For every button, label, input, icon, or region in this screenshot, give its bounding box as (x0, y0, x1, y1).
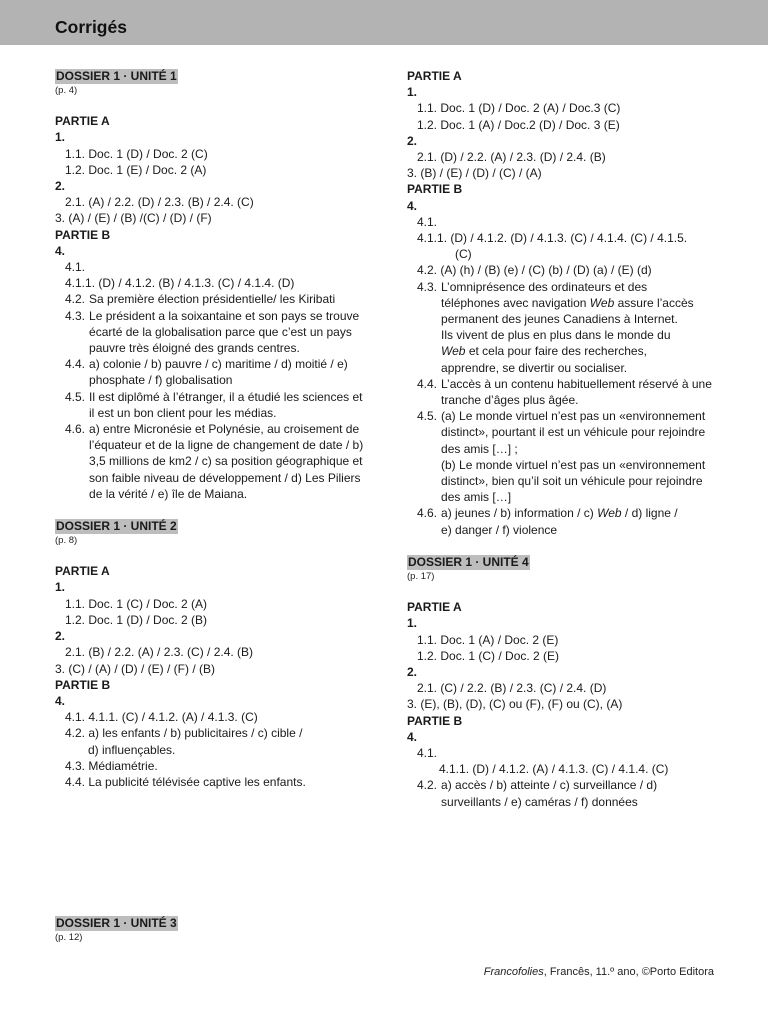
answer-line: 4.2. a) les enfants / b) publicitaires / c) cible / (65, 726, 303, 741)
answer-item (55, 389, 370, 421)
answer-item (407, 376, 717, 408)
answer-item (407, 777, 717, 809)
text-block: (b) Le monde virtuel n’est pas un «environnement distinct», bien qu’il soit un véhicule pour rejoindre des amis […] (441, 457, 706, 505)
answer-item (55, 308, 370, 357)
answer-line: 3. (A) / (E) / (B) /(C) / (D) / (F) (55, 211, 212, 226)
emphasis: Web (441, 344, 466, 359)
item-number: 4.2. (65, 292, 86, 307)
book-title: Francofolies (483, 966, 544, 978)
section-heading: PARTIE B (55, 677, 111, 692)
question-number: 4. (407, 729, 418, 744)
text-line (441, 343, 717, 359)
text-line: surveillants / e) caméras / f) données (441, 794, 638, 809)
answer-line: 1.2. Doc. 1 (D) / Doc. 2 (B) (65, 612, 208, 627)
left-column (55, 68, 370, 790)
answer-line: 1.1. Doc. 1 (C) / Doc. 2 (A) (65, 596, 208, 611)
question-number: 2. (407, 664, 418, 679)
emphasis: Web (597, 506, 622, 521)
answer-line: 1.1. Doc. 1 (D) / Doc. 2 (A) / Doc.3 (C) (417, 101, 621, 116)
page-reference: (p. 4) (55, 85, 78, 97)
page-header-bar (0, 0, 768, 45)
item-text: Il est diplômé à l’étranger, il a étudié les sciences et il est un bon client pour les médias. (89, 389, 363, 420)
section-heading: PARTIE A (407, 69, 462, 83)
question-number: 1. (55, 580, 66, 595)
answer-line: 4.1. 4.1.1. (C) / 4.1.2. (A) / 4.1.3. (C) (65, 710, 258, 725)
answer-line: 4.1.1. (D) / 4.1.2. (A) / 4.1.3. (C) / 4.1.4. (C) (439, 762, 669, 777)
text-segment: assure l’accès (614, 295, 694, 310)
answer-item (407, 408, 717, 505)
item-number: 4.4. (65, 357, 86, 372)
item-number: 4.6. (417, 506, 438, 521)
item-number: 4.3. (417, 279, 438, 294)
emphasis: Web (589, 295, 615, 310)
answer-line: 2.1. (C) / 2.2. (B) / 2.3. (C) / 2.4. (D) (417, 681, 607, 696)
answer-item (55, 291, 370, 307)
item-text (441, 408, 717, 505)
item-number: 4.5. (65, 389, 86, 404)
answer-line: 2.1. (B) / 2.2. (A) / 2.3. (C) / 2.4. (B) (65, 645, 254, 660)
item-text: Le président a la soixantaine et son pays se trouve écarté de la globalisation parce que c’est un pays pauvre très éloigné des grands centres. (89, 308, 360, 356)
unit-heading: DOSSIER 1 · UNITÉ 1 (56, 69, 177, 83)
item-text (441, 777, 717, 809)
text-line: a) accès / b) atteinte / c) surveillance / d) (441, 778, 658, 793)
page-footer (484, 965, 714, 979)
section-heading: PARTIE A (407, 600, 462, 615)
answer-line: 2.1. (A) / 2.2. (D) / 2.3. (B) / 2.4. (C) (65, 195, 254, 210)
item-number: 4.2. (417, 778, 438, 793)
question-number: 2. (55, 629, 66, 644)
page-reference: (p. 17) (407, 571, 435, 583)
text-line (441, 295, 717, 311)
page-title: Corrigés (55, 17, 127, 37)
section-heading: PARTIE A (55, 114, 110, 129)
item-text (441, 279, 717, 376)
question-number: 1. (407, 616, 418, 631)
footer-credit: , Francês, 11.º ano, ©Porto Editora (543, 966, 714, 978)
text-segment: / d) ligne / (621, 506, 678, 521)
section-heading: PARTIE B (407, 182, 463, 197)
question-number: 4. (55, 693, 66, 708)
question-number: 1. (55, 130, 66, 145)
text-segment: a) jeunes / b) information / c) (441, 506, 598, 521)
page-reference: (p. 12) (55, 932, 83, 943)
answer-line: 4.2. (A) (h) / (B) (e) / (C) (b) / (D) (a) / (E) (d) (417, 263, 652, 278)
answer-item (407, 279, 717, 376)
unit-heading: DOSSIER 1 · UNITÉ 3 (56, 916, 177, 930)
section-heading: PARTIE B (55, 227, 111, 242)
answer-line: 1.2. Doc. 1 (E) / Doc. 2 (A) (65, 162, 207, 177)
answer-item (55, 421, 370, 502)
item-text: Sa première élection présidentielle/ les Kiribati (89, 292, 336, 307)
answer-line: 4.1. (417, 214, 438, 229)
item-text: a) entre Micronésie et Polynésie, au croisement de l’équateur et de la ligne de changement de date / b) 3,5 millions de km2 / c) sa position géographique et son faible niveau de développement / d) Les Piliers de la vérité / e) île de Maiana. (89, 422, 364, 501)
answer-line: 4.1. (65, 260, 86, 275)
unit-heading: DOSSIER 1 · UNITÉ 2 (56, 519, 177, 534)
question-number: 4. (407, 198, 418, 213)
answer-line: (C) (455, 247, 472, 262)
answer-line: 4.1.1. (D) / 4.1.2. (B) / 4.1.3. (C) / 4.1.4. (D) (65, 276, 295, 291)
answer-line: 1.2. Doc. 1 (A) / Doc.2 (D) / Doc. 3 (E) (417, 117, 620, 132)
item-number: 4.5. (417, 409, 438, 424)
answer-line: 3. (E), (B), (D), (C) ou (F), (F) ou (C), (A) (407, 697, 623, 712)
unit-heading: DOSSIER 1 · UNITÉ 4 (408, 554, 529, 569)
spacer (55, 502, 370, 518)
item-text (441, 505, 717, 537)
unit-3-block (55, 915, 178, 960)
answer-line: 3. (B) / (E) / (D) / (C) / (A) (407, 166, 542, 181)
answer-item (407, 505, 717, 537)
section-heading: PARTIE B (407, 713, 463, 728)
item-number: 4.3. (65, 308, 86, 323)
right-column (407, 68, 717, 810)
section-heading: PARTIE A (55, 564, 110, 579)
spacer (407, 538, 717, 554)
question-number: 2. (407, 133, 418, 148)
question-number: 4. (55, 243, 66, 258)
item-text: a) colonie / b) pauvre / c) maritime / d) moitié / e) phosphate / f) globalisation (89, 357, 348, 388)
answer-line: 4.1.1. (D) / 4.1.2. (D) / 4.1.3. (C) / 4.1.4. (C) / 4.1.5. (417, 231, 688, 246)
answer-line: 1.1. Doc. 1 (A) / Doc. 2 (E) (417, 632, 559, 647)
answer-line: 4.3. Médiamétrie. (65, 758, 158, 773)
item-text: L’accès à un contenu habituellement réservé à une tranche d’âges plus âgée. (441, 376, 712, 408)
answer-line: 4.4. La publicité télévisée captive les enfants. (65, 774, 306, 789)
text-block: (a) Le monde virtuel n’est pas un «environnement distinct», pourtant il est un véhicule pour rejoindre des amis […] ; (441, 409, 706, 456)
text-segment: téléphones avec navigation (441, 295, 590, 310)
text-line: permanent des jeunes Canadiens à Internet. (441, 312, 678, 327)
page-reference: (p. 8) (55, 535, 78, 547)
answer-line: d) influençables. (88, 742, 176, 757)
answer-line: 4.1. (417, 745, 438, 760)
item-number: 4.4. (417, 376, 438, 391)
question-number: 2. (55, 179, 66, 194)
answer-line: 2.1. (D) / 2.2. (A) / 2.3. (D) / 2.4. (B) (417, 150, 606, 165)
answer-item (55, 356, 370, 388)
text-line: apprendre, se divertir ou socialiser. (441, 360, 628, 375)
question-number: 1. (407, 85, 418, 100)
text-line (441, 505, 717, 521)
text-line: Ils vivent de plus en plus dans le monde du (441, 328, 671, 343)
answer-line: 1.1. Doc. 1 (D) / Doc. 2 (C) (65, 146, 208, 161)
text-line: e) danger / f) violence (441, 522, 558, 537)
answer-line: 1.2. Doc. 1 (C) / Doc. 2 (E) (417, 648, 560, 663)
text-segment: et cela pour faire des recherches, (465, 344, 647, 359)
item-number: 4.6. (65, 422, 86, 437)
answer-line: 3. (C) / (A) / (D) / (E) / (F) / (B) (55, 661, 215, 676)
text-line: L’omniprésence des ordinateurs et des (441, 279, 648, 294)
